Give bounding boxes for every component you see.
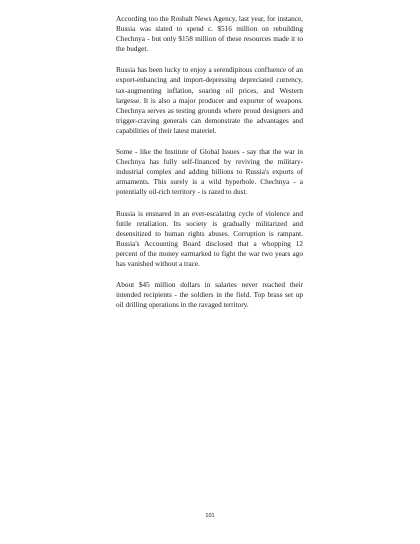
paragraph-russia-luck: Russia has been lucky to enjoy a serendipitous confluence of an export-enhancing and import-depressing depreciated currency, tax-augmenting inflation, soaring oil prices, and Western largesse. It is also a major producer and exporter of weapons. Chechnya serves as testing grounds where proud designers and trigger-craving generals can demonstrate the advantages and capabilities of their latest materiel. xyxy=(116,66,303,135)
paragraph-violence-cycle: Russia is ensnared in an ever-escalating cycle of violence and futile retaliation. Its society is gradually militarized and desensitized to human rights abuses. Corruption is rampant. Russia's Accounting Board disclosed that a whopping 12 percent of the money earmarked to fight the war two years ago has vanished without a trace. xyxy=(116,209,303,268)
paragraph-rosbalt-budget: According too the Rosbalt News Agency, last year, for instance, Russia was slated to spend c. $516 million on rebuilding Chechnya - but only $158 million of these resources made it to the budget. xyxy=(116,15,303,54)
page-number: 101 xyxy=(205,513,215,519)
paragraph-salaries: About $45 million dollars in salaries never reached their intended recipients - the soldiers in the field. Top brass set up oil drilling operations in the ravaged territory. xyxy=(116,281,303,310)
body-text xyxy=(116,14,303,321)
paragraph-self-financed-war: Some - like the Institute of Global Issues - say that the war in Chechnya has fully self-financed by reviving the military-industrial complex and adding billions to Russia's exports of armaments. This surely is a wild hyperbole. Chechnya - a potentially oil-rich territory - is razed to dust. xyxy=(116,148,303,197)
